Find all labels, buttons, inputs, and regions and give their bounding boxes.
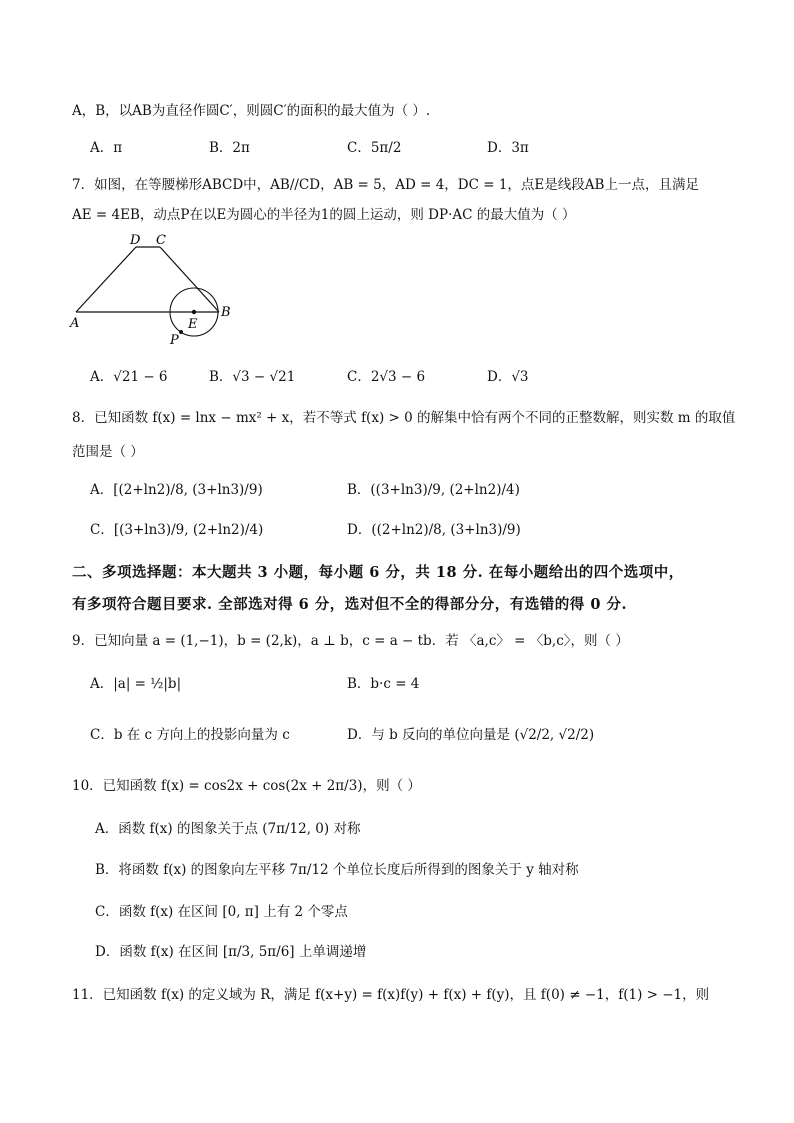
q6-option-a: A．π <box>90 140 123 156</box>
q6-stem: A，B，以AB为直径作圆C′，则圆C′的面积的最大值为（ ）. <box>72 103 431 119</box>
q10-option-c: C．函数 f(x) 在区间 [0, π] 上有 2 个零点 <box>95 904 348 920</box>
q8-stem-line1: 8．已知函数 f(x) = lnx − mx² + x，若不等式 f(x) > 0 的解集中恰有两个不同的正整数解，则实数 m 的取值 <box>72 410 736 426</box>
segment-ad <box>76 247 136 312</box>
q8-option-b: B．((3+ln3)/9, (2+ln2)/4) <box>347 482 520 498</box>
q11-stem: 11．已知函数 f(x) 的定义域为 R，满足 f(x+y) = f(x)f(y) + f(x) + f(y)，且 f(0) ≠ −1，f(1) > −1，则 <box>72 987 710 1003</box>
q9-option-a: A．|a| = ½|b| <box>90 676 182 692</box>
q8-option-d: D．((2+ln2)/8, (3+ln3)/9) <box>347 522 521 538</box>
trapezoid-figure <box>66 232 236 350</box>
q9-option-d: D．与 b 反向的单位向量是 (√2/2, √2/2) <box>347 727 595 743</box>
q7-stem-line2: AE = 4EB，动点P在以E为圆心的半径为1的圆上运动，则 DP·AC 的最大值为（ ） <box>72 207 576 223</box>
q6-option-b: B．2π <box>209 140 250 156</box>
section2-heading-line2: 有多项符合题目要求. 全部选对得 6 分，选对但不全的得部分分，有选错的得 0 分. <box>72 596 628 613</box>
section2-heading-line1: 二、多项选择题：本大题共 3 小题，每小题 6 分，共 18 分. 在每小题给出的四个选项中， <box>72 564 684 581</box>
q8-stem-line2: 范围是（ ） <box>72 444 144 460</box>
q10-stem: 10．已知函数 f(x) = cos2x + cos(2x + 2π/3)，则（ ） <box>72 778 421 794</box>
point-e <box>192 310 196 314</box>
q8-option-a: A．[(2+ln2)/8, (3+ln3)/9) <box>90 482 263 498</box>
label-c: C <box>156 233 166 248</box>
point-p <box>179 330 183 334</box>
label-a: A <box>70 316 80 331</box>
q7-option-d: D．√3 <box>487 369 529 385</box>
q9-option-c: C．b 在 c 方向上的投影向量为 c <box>90 727 290 743</box>
q6-option-d: D．3π <box>487 140 529 156</box>
label-p: P <box>170 333 179 348</box>
q7-option-b: B．√3 − √21 <box>209 369 296 385</box>
q8-option-c: C．[(3+ln3)/9, (2+ln2)/4) <box>90 522 264 538</box>
label-d: D <box>130 233 141 248</box>
label-b: B <box>221 305 231 320</box>
q10-option-a: A．函数 f(x) 的图象关于点 (7π/12, 0) 对称 <box>95 821 361 837</box>
q9-option-b: B．b·c = 4 <box>347 676 420 692</box>
q7-stem-line1: 7．如图，在等腰梯形ABCD中，AB//CD，AB = 5，AD = 4，DC = 1，点E是线段AB上一点，且满足 <box>72 177 699 193</box>
q9-stem: 9．已知向量 a = (1,−1)，b = (2,k)，a ⊥ b，c = a − tb．若 〈a,c〉 = 〈b,c〉，则（ ） <box>72 633 629 649</box>
q10-option-d: D．函数 f(x) 在区间 [π/3, 5π/6] 上单调递增 <box>95 944 367 960</box>
label-e: E <box>188 317 198 332</box>
q10-option-b: B．将函数 f(x) 的图象向左平移 7π/12 个单位长度后所得到的图象关于 y 轴对称 <box>95 862 579 878</box>
segment-cb <box>160 247 219 312</box>
q7-option-c: C．2√3 − 6 <box>347 369 426 385</box>
q7-option-a: A．√21 − 6 <box>90 369 168 385</box>
q6-option-c: C．5π/2 <box>347 140 402 156</box>
